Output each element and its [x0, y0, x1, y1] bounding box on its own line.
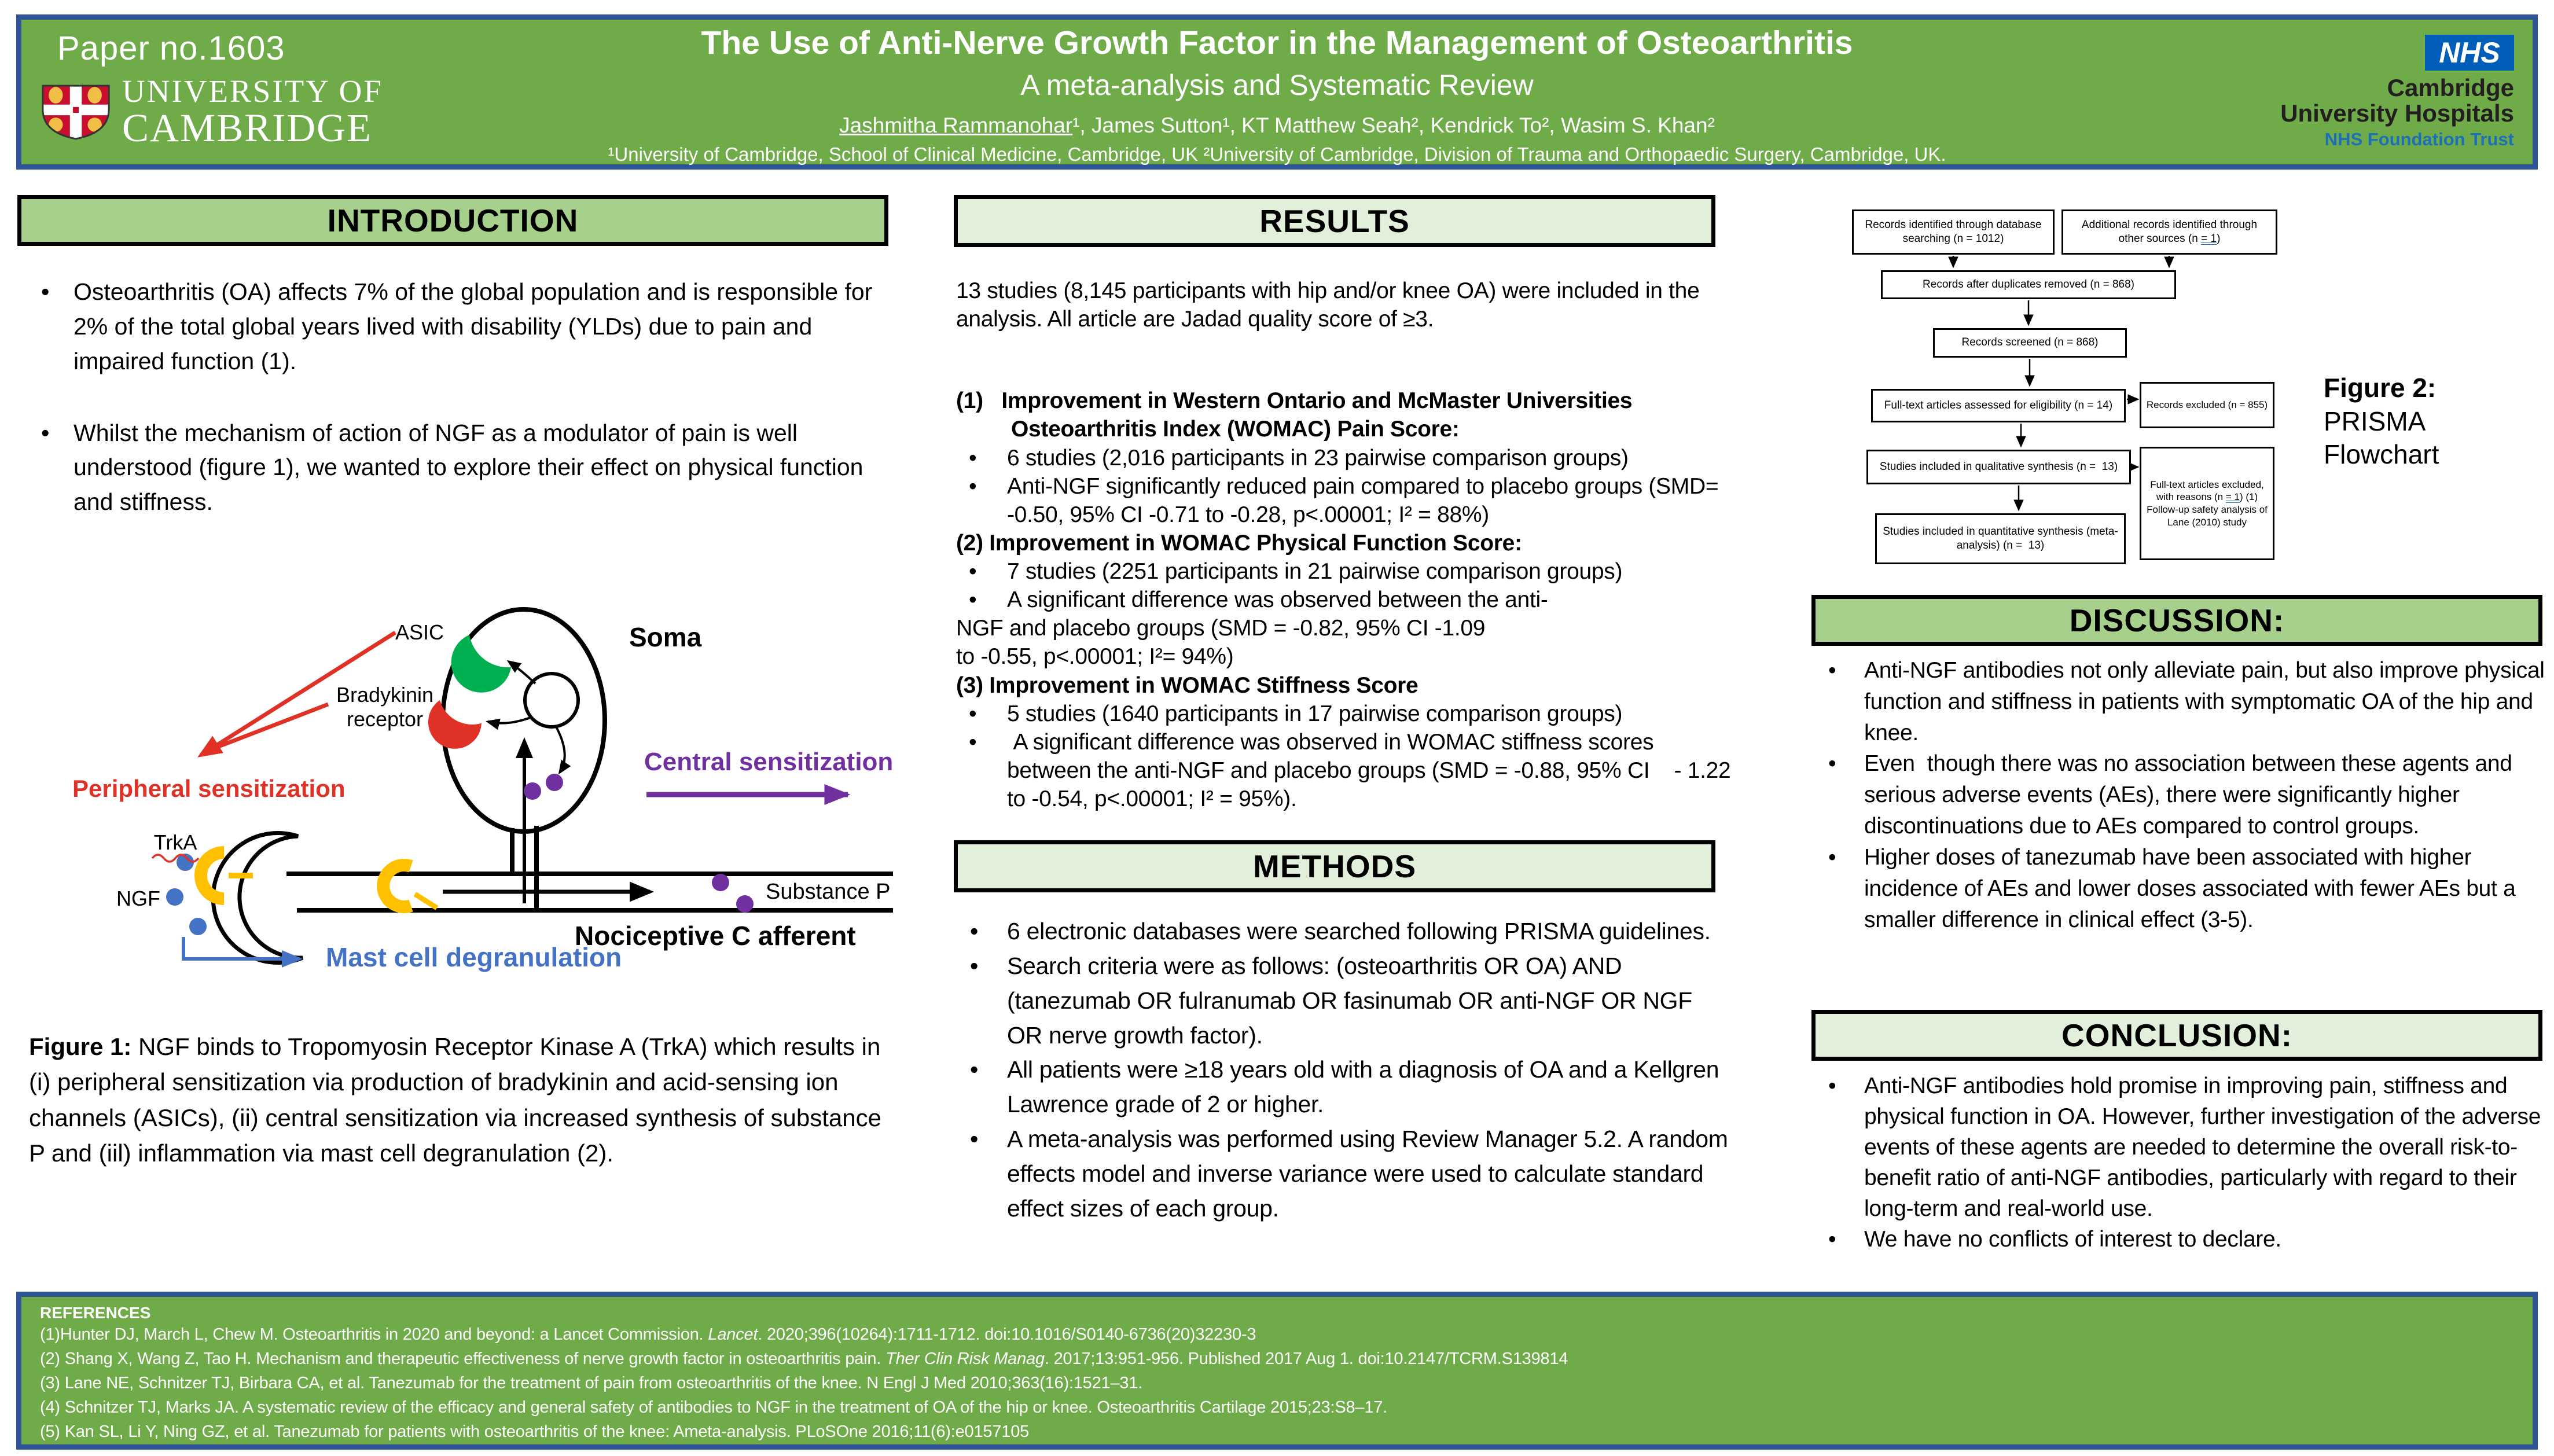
- ngf-label: NGF: [116, 887, 160, 910]
- figure2-label-bold: Figure 2:: [2324, 373, 2437, 403]
- methods-header: [954, 840, 1715, 892]
- flowchart-box-identified: [1852, 209, 2055, 255]
- methods-bullet: • Search criteria were as follows: (osteoarthritis OR OA) AND (tanezumab OR fulranumab OR fasinumab OR anti-NGF OR NGF OR nerve growth factor).: [956, 949, 1733, 1053]
- discussion-bullet: • Anti-NGF antibodies not only alleviate pain, but also improve physical function and stiffness in patients with symptomatic OA of the hip and knee.: [1816, 655, 2546, 748]
- substance-p-vesicle: [712, 874, 729, 891]
- results-bullet: • A significant difference was observed between the anti-: [956, 586, 1733, 614]
- results-intro-paragraph: 13 studies (8,145 participants with hip and/or knee OA) were included in the analysis. All article are Jadad quality score of ≥3.: [956, 278, 1706, 332]
- bradykinin-label-line1: Bradykinin: [336, 683, 434, 707]
- nhs-trust-line1: Cambridge: [2387, 74, 2514, 101]
- flowchart-box-screened: [1933, 328, 2127, 358]
- nhs-wordmark: NHS: [2439, 36, 2500, 69]
- discussion-title: DISCUSSION:: [2069, 602, 2285, 638]
- flowchart-box-screened-text: Records screened (n = 868): [1961, 336, 2099, 349]
- header-titles: [496, 24, 2058, 166]
- soma-label: Soma: [629, 622, 702, 652]
- conclusion-header: [1811, 1010, 2542, 1061]
- nhs-trust-line3: NHS Foundation Trust: [2324, 129, 2514, 150]
- mast-cell-label: Mast cell degranulation: [326, 942, 622, 972]
- flowchart-excluded-post: ): [2239, 491, 2243, 503]
- flowchart-excluded-mark: = 1: [2225, 491, 2240, 503]
- nerve-ending: [213, 833, 303, 962]
- other-authors: ¹, James Sutton¹, KT Matthew Seah², Kendrick To², Wasim S. Khan²: [1072, 113, 1715, 137]
- reference1-pre: (1)Hunter DJ, March L, Chew M. Osteoarthritis in 2020 and beyond: a Lancet Commission.: [40, 1325, 708, 1344]
- paper-number: Paper no.1603: [57, 30, 285, 67]
- results-item2-heading: (2) Improvement in WOMAC Physical Function Score:: [956, 530, 1522, 556]
- results-bullet: • A significant difference was observed in WOMAC stiffness scores between the anti-NGF and placebo groups (SMD = -0.88, 95% CI - 1.22 to -0.54, p<.00001; I² = 95%).: [956, 728, 1733, 813]
- flowchart-box-qualitative: [1866, 450, 2131, 484]
- results-bullet: • 7 studies (2251 participants in 21 pairwise comparison groups): [956, 557, 1733, 586]
- substance-p-vesicle: [736, 895, 754, 913]
- introduction-header: [17, 195, 888, 246]
- results-bullet: • 5 studies (1640 participants in 17 pairwise comparison groups): [956, 700, 1733, 728]
- flowchart-box-qualitative-text: Studies included in qualitative synthesis (n = 13): [1879, 460, 2118, 473]
- introduction-bullet: • Osteoarthritis (OA) affects 7% of the global population and is responsible for 2% of the total global years lived with disability (YLDs) due to pain and impaired function (1).: [26, 275, 894, 379]
- results-bullet: • Anti-NGF significantly reduced pain compared to placebo groups (SMD= -0.50, 95% CI -0.71 to -0.28, p<.00001; I² = 88%): [956, 472, 1733, 529]
- conclusion-title: CONCLUSION:: [2061, 1017, 2293, 1053]
- trka-label: TrkA: [153, 830, 197, 854]
- flowchart-excluded-line3: (1) Follow-up safety analysis of Lane (2010) study: [2147, 491, 2270, 528]
- methods-bullet: • All patients were ≥18 years old with a diagnosis of OA and a Kellgren Lawrence grade of 2 or higher.: [956, 1053, 1733, 1122]
- reference2-post: . 2017;13:951-956. Published 2017 Aug 1. doi:10.2147/TCRM.S139814: [1044, 1350, 1568, 1369]
- flowchart-box-additional-text: [2068, 218, 2271, 247]
- flowchart-box-additional-post: ): [2217, 233, 2221, 245]
- cambridge-crest-icon: [38, 82, 114, 141]
- references-heading: REFERENCES: [40, 1304, 151, 1322]
- flowchart-box-duplicates: [1881, 270, 2176, 299]
- results-title: RESULTS: [1259, 203, 1410, 239]
- results-body: [956, 277, 1737, 813]
- peripheral-sensitization-label: Peripheral sensitization: [72, 775, 346, 802]
- flowchart-box-identified-text: Records identified through database searching (n = 1012): [1865, 218, 2045, 245]
- flowchart-box-additional: [2061, 209, 2277, 255]
- first-author: Jashmitha Rammanohar: [839, 113, 1073, 137]
- results-continuation-line: NGF and placebo groups (SMD = -0.82, 95% CI -1.09: [956, 616, 1486, 641]
- figure2-label-line3: Flowchart: [2324, 439, 2439, 469]
- nociceptive-label: Nociceptive C afferent: [575, 921, 856, 951]
- reference2-pre: (2) Shang X, Wang Z, Tao H. Mechanism and therapeutic effectiveness of nerve growth factor in osteoarthritis pain.: [40, 1350, 886, 1369]
- flowchart-box-fulltext-excluded: [2140, 447, 2274, 560]
- methods-body: [956, 914, 1733, 1226]
- conclusion-bullet: • Anti-NGF antibodies hold promise in improving pain, stiffness and physical function in OA. However, further investigation of the adverse events of these agents are needed to determine the overall risk-to-benefit ratio of anti-NGF antibodies, particularly with regard to their long-term and real-world use.: [1816, 1071, 2546, 1224]
- flowchart-box-fulltext-excluded-text: [2146, 479, 2268, 529]
- figure1-diagram: [38, 582, 894, 981]
- flowchart-excluded-pre: (n: [2214, 491, 2226, 503]
- methods-title: METHODS: [1253, 848, 1416, 884]
- flowchart-box-additional-mark: = 1: [2201, 233, 2217, 245]
- ngf-molecule: [166, 888, 183, 906]
- ngf-molecule: [189, 918, 207, 935]
- cambridge-wordmark-line2: CAMBRIDGE: [122, 106, 373, 150]
- figure1-caption-text: NGF binds to Tropomyosin Receptor Kinase A (TrkA) which results in (i) peripheral sensitization via production of bradykinin and acid-sensing ion channels (ASICs), (ii) central sensitization via increased synthesis of substance P and (iil) inflammation via mast cell degranulation (2).: [29, 1033, 888, 1167]
- figure2-label-line2: PRISMA: [2324, 406, 2426, 436]
- reference1-journal: Lancet: [708, 1325, 758, 1344]
- reference-item: [40, 1322, 2514, 1347]
- discussion-body: [1816, 655, 2551, 935]
- introduction-title: INTRODUCTION: [327, 203, 579, 238]
- discussion-header: [1811, 595, 2542, 646]
- flowchart-box-quantitative: [1875, 513, 2126, 564]
- substance-p-label: Substance P: [766, 880, 891, 904]
- trka-receptor-tail: [415, 894, 437, 908]
- reference-item: (3) Lane NE, Schnitzer TJ, Birbara CA, et al. Tanezumab for the treatment of pain from osteoarthritis of the knee. N Engl J Med 2010;363(16):1521–31.: [40, 1374, 1143, 1393]
- flowchart-box-additional-pre: Additional records identified through other sources (n: [2081, 218, 2261, 245]
- flowchart-excluded-line1: Full-text articles excluded, with reasons: [2150, 479, 2267, 503]
- figure1-caption-label: Figure 1:: [29, 1033, 132, 1060]
- nhs-trust-line2: University Hospitals: [2280, 100, 2514, 127]
- reference-item: (5) Kan SL, Li Y, Ning GZ, et al. Tanezumab for patients with osteoarthritis of the knee: Ameta-analysis. PLoSOne 2016;11(6):e0157105: [40, 1422, 1030, 1442]
- authors-line: [496, 113, 2058, 138]
- nhs-icon: [2425, 35, 2514, 71]
- poster-subtitle: A meta-analysis and Systematic Review: [1020, 68, 1534, 101]
- discussion-bullet: • Higher doses of tanezumab have been associated with higher incidence of AEs and lower doses associated with fewer AEs but a smaller difference in clinical effect (3-5).: [1816, 842, 2546, 935]
- cambridge-wordmark: [122, 75, 383, 148]
- conclusion-bullet: • We have no conflicts of interest to declare.: [1816, 1224, 2546, 1255]
- flowchart-box-fulltext: [1871, 389, 2126, 422]
- methods-bullet: • A meta-analysis was performed using Review Manager 5.2. A random effects model and inverse variance were used to calculate standard effect sizes of each group.: [956, 1122, 1733, 1226]
- flowchart-box-duplicates-text: Records after duplicates removed (n = 868): [1923, 278, 2134, 291]
- central-sensitization-label: Central sensitization: [644, 748, 894, 776]
- results-bullet: • 6 studies (2,016 participants in 23 pairwise comparison groups): [956, 444, 1733, 472]
- cambridge-logo: [38, 75, 383, 148]
- discussion-bullet: • Even though there was no association between these agents and serious adverse events (AEs), there were significantly higher discontinuations due to AEs compared to control groups.: [1816, 748, 2546, 841]
- flowchart-box-quantitative-text: Studies included in quantitative synthesis (meta-analysis) (n = 13): [1883, 525, 2118, 551]
- reference1-post: . 2020;396(10264):1711-1712. doi:10.1016/S0140-6736(20)32230-3: [758, 1325, 1256, 1344]
- header-banner: [16, 14, 2538, 170]
- affiliations-line: ¹University of Cambridge, School of Clinical Medicine, Cambridge, UK ²University of Cambridge, Division of Trauma and Orthopaedic Surgery, Cambridge, UK.: [608, 143, 1946, 165]
- methods-bullet: • 6 electronic databases were searched following PRISMA guidelines.: [956, 914, 1733, 949]
- trka-receptor-icon: [383, 865, 411, 907]
- prisma-flowchart: [1840, 203, 2280, 568]
- flowchart-box-fulltext-text: Full-text articles assessed for eligibility (n = 14): [1884, 399, 2113, 411]
- substance-p-vesicle: [546, 774, 563, 791]
- poster-title: The Use of Anti-Nerve Growth Factor in the Management of Osteoarthritis: [701, 24, 1853, 61]
- bradykinin-label-line2: receptor: [346, 707, 424, 731]
- reference2-journal: Ther Clin Risk Manag: [885, 1350, 1045, 1369]
- substance-p-vesicle: [524, 782, 541, 800]
- introduction-bullet: • Whilst the mechanism of action of NGF as a modulator of pain is well understood (figure 1), we wanted to explore their effect on physical function and stiffness.: [26, 416, 894, 520]
- reference-item: [40, 1347, 2514, 1371]
- results-continuation-line: to -0.55, p<.00001; I²= 94%): [956, 644, 1234, 670]
- results-item1-heading: (1) Improvement in Western Ontario and McMaster Universities Osteoarthritis Index (WOMAC) Pain Score:: [956, 388, 1638, 442]
- references-panel: [16, 1292, 2538, 1450]
- introduction-body: [26, 275, 894, 520]
- flowchart-box-records-excluded-text: Records excluded (n = 855): [2146, 399, 2268, 411]
- cambridge-wordmark-line1: UNIVERSITY OF: [122, 73, 383, 109]
- asic-label: ASIC: [395, 620, 444, 644]
- figure2-label: [2324, 372, 2503, 472]
- reference-item: (4) Schnitzer TJ, Marks JA. A systematic review of the efficacy and general safety of antibodies to NGF in the treatment of OA of the hip or knee. Osteoarthritis Cartilage 2015;23:S8–17.: [40, 1398, 1388, 1417]
- nhs-logo: [2265, 35, 2514, 150]
- results-header: [954, 195, 1715, 247]
- flowchart-box-records-excluded: [2140, 382, 2274, 428]
- results-item3-heading: (3) Improvement in WOMAC Stiffness Score: [956, 672, 1419, 698]
- conclusion-body: [1816, 1071, 2546, 1255]
- figure1-caption: [29, 1029, 900, 1171]
